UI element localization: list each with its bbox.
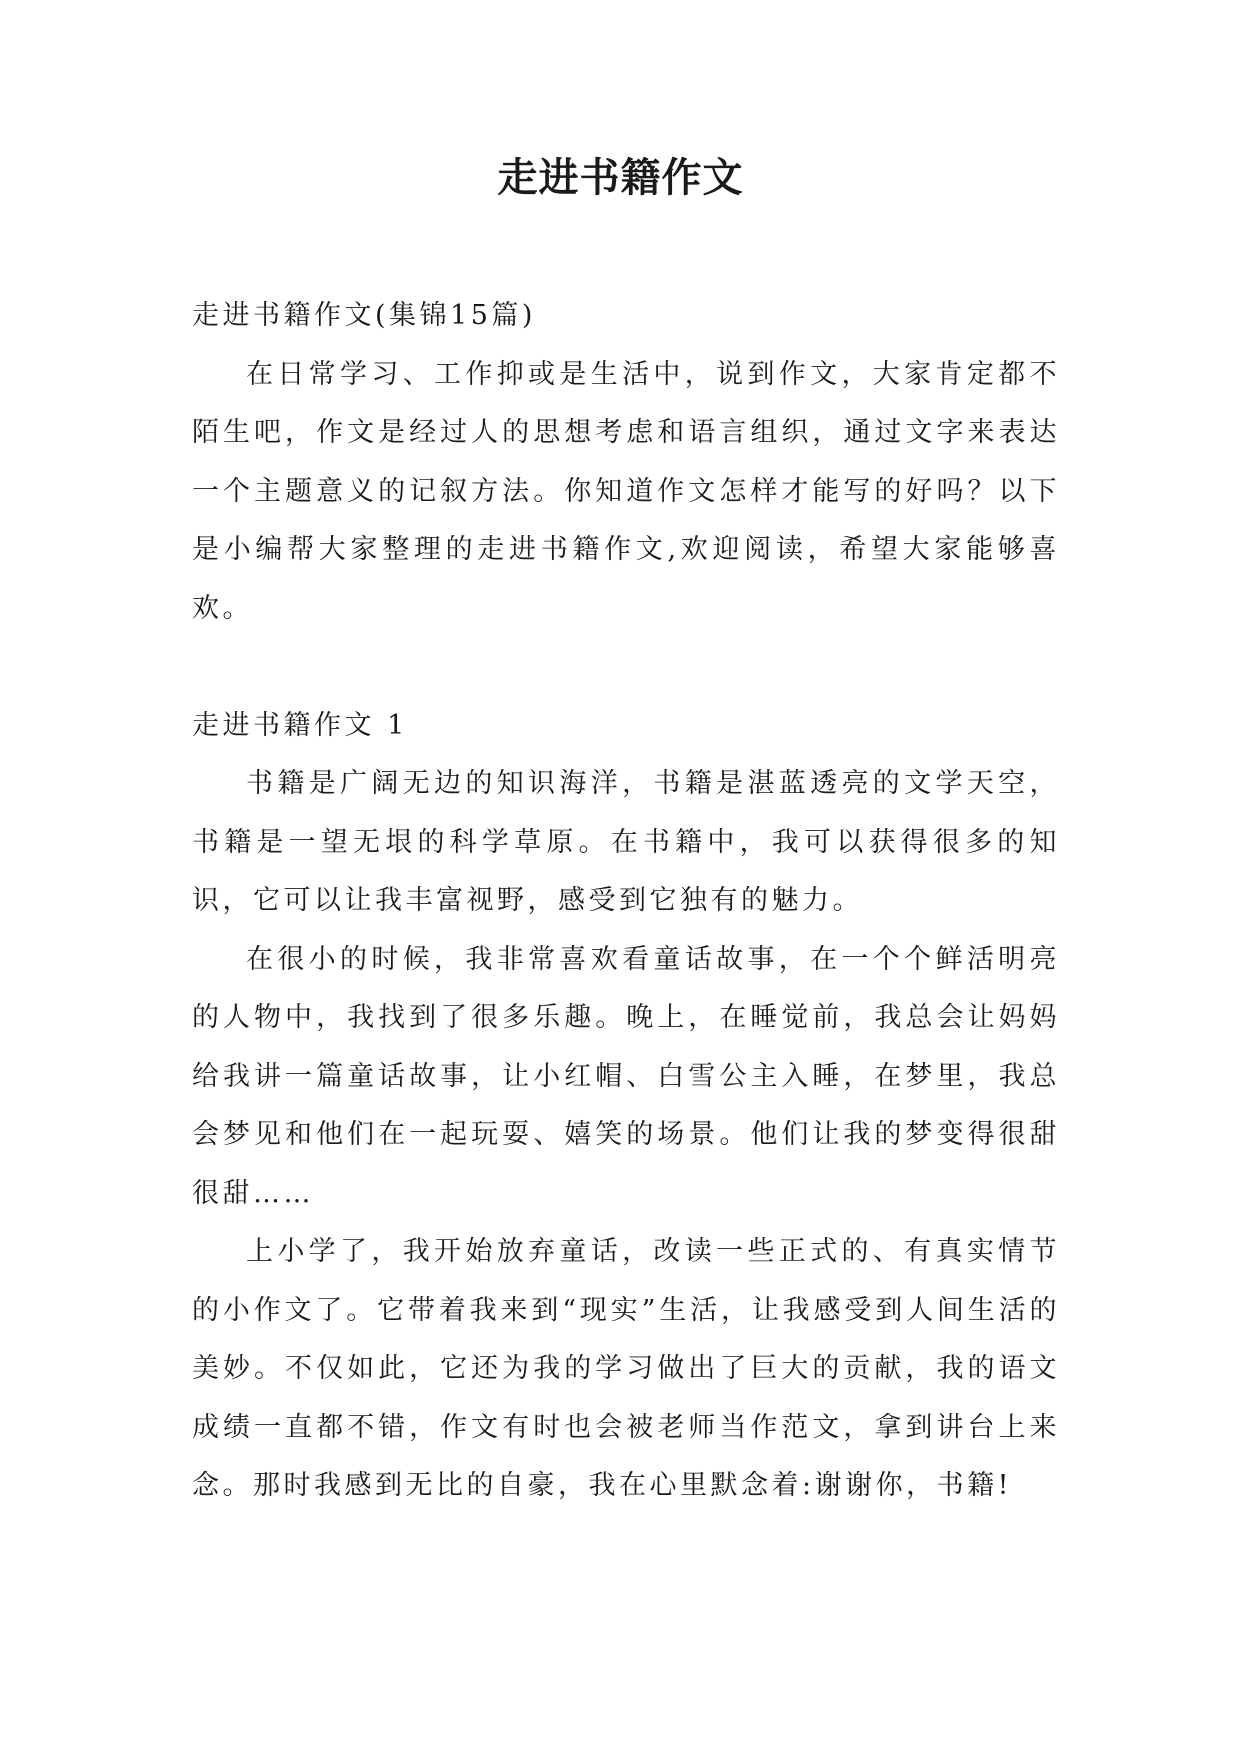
document-body: [192, 287, 1060, 1516]
document-subtitle: 走进书籍作文(集锦15篇): [192, 300, 536, 331]
document-title: 走进书籍作文: [497, 154, 744, 201]
section-spacer: [192, 638, 1060, 697]
section-heading: 走进书籍作文 1: [192, 709, 408, 741]
body-paragraph: 书籍是广阔无边的知识海洋，书籍是湛蓝透亮的文学天空，书籍是一望无垠的科学草原。在书籍中，我可以获得很多的知识，它可以让我丰富视野，感受到它独有的魅力。: [192, 768, 1060, 916]
intro-paragraph: 在日常学习、工作抑或是生活中，说到作文，大家肯定都不陌生吧，作文是经过人的思想考虑和语言组织，通过文字来表达一个主题意义的记叙方法。你知道作文怎样才能写的好吗？以下是小编帮大家整理的走进书籍作文,欢迎阅读，希望大家能够喜欢。: [192, 358, 1060, 624]
body-paragraph: 上小学了，我开始放弃童话，改读一些正式的、有真实情节的小作文了。它带着我来到“现实”生活，让我感受到人间生活的美妙。不仅如此，它还为我的学习做出了巨大的贡献，我的语文成绩一直都不错，作文有时也会被老师当作范文，拿到讲台上来念。那时我感到无比的自豪，我在心里默念着:谢谢你，书籍!: [192, 1236, 1060, 1501]
body-paragraph: 在很小的时候，我非常喜欢看童话故事，在一个个鲜活明亮的人物中，我找到了很多乐趣。晚上，在睡觉前，我总会让妈妈给我讲一篇童话故事，让小红帽、白雪公主入睡，在梦里，我总会梦见和他们在一起玩耍、嬉笑的场景。他们让我的梦变得很甜很甜……: [192, 943, 1060, 1209]
